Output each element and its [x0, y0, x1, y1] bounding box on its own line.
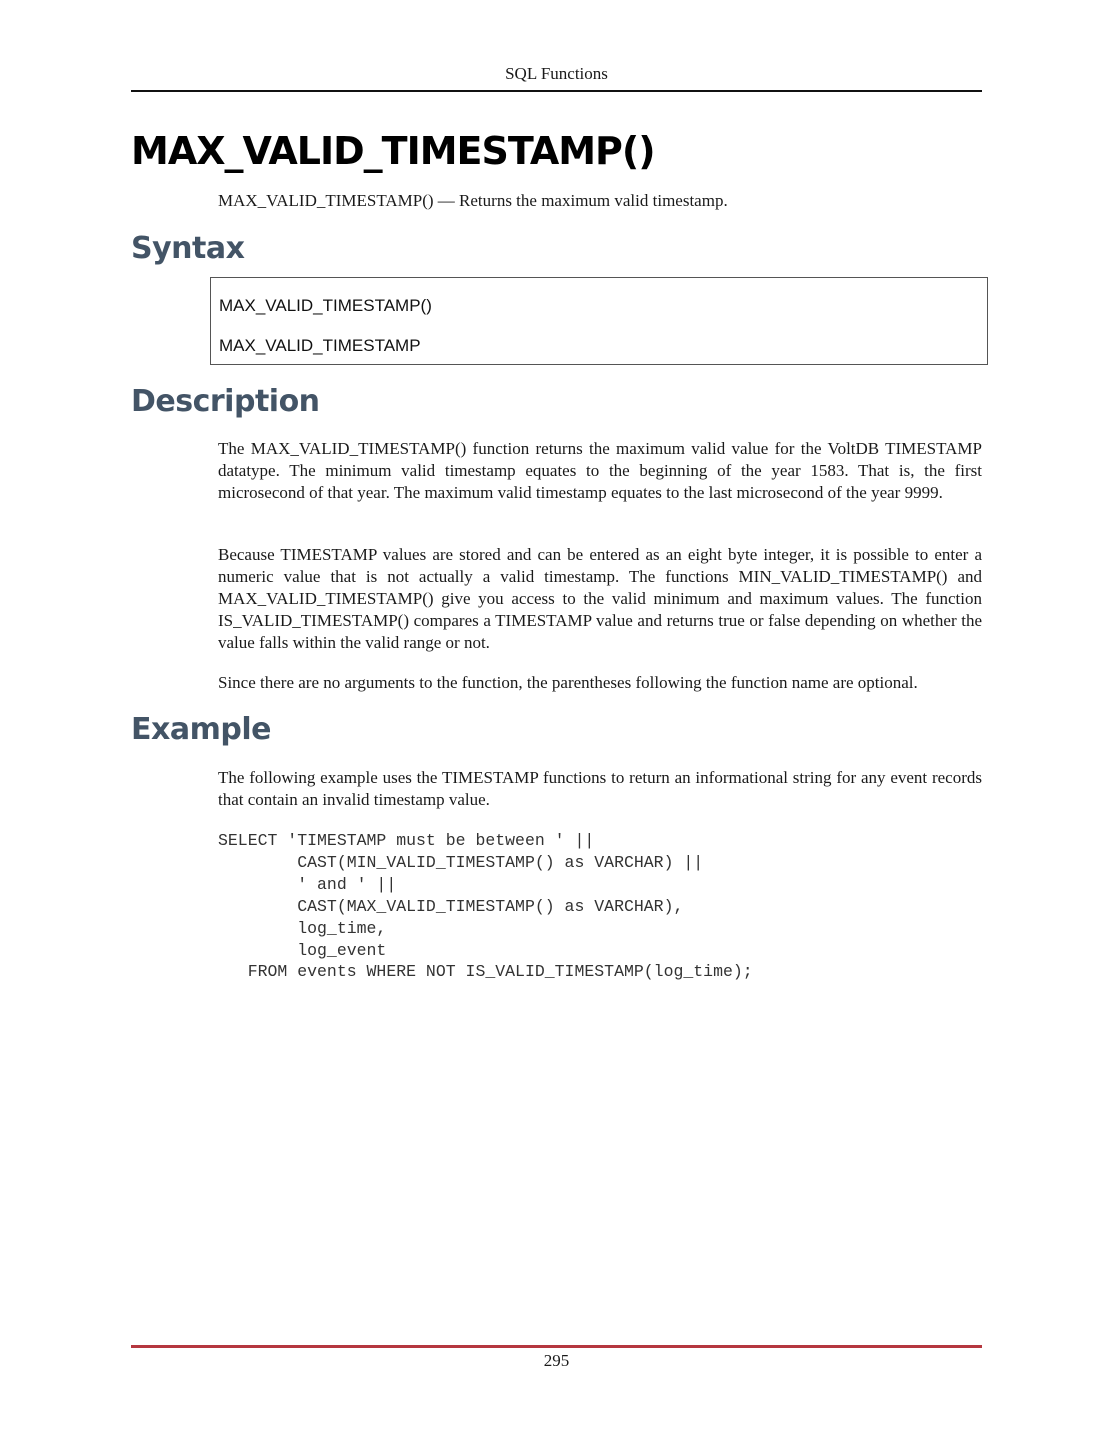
footer-rule — [131, 1345, 982, 1348]
syntax-heading: Syntax — [131, 231, 245, 266]
example-code-block: SELECT 'TIMESTAMP must be between ' || CAST(MIN_VALID_TIMESTAMP() as VARCHAR) || ' and ' || CAST(MAX_VALID_TIMESTAMP() as VARCHAR), log_time, log_event FROM events WHERE NOT IS_VALID_TIMESTAMP(log_time); — [218, 831, 753, 982]
running-header: SQL Functions — [505, 64, 608, 83]
description-paragraph-2: Because TIMESTAMP values are stored and can be entered as an eight byte integer, it is possible to enter a numeric value that is not actually a valid timestamp. The functions MIN_VALID_TIMESTAMP() and MAX_VALID_TIMESTAMP() give you access to the valid minimum and maximum values. The function IS_VALID_TIMESTAMP() compares a TIMESTAMP value and returns true or false depending on whether the value falls within the valid range or not. — [218, 545, 982, 652]
page-title: MAX_VALID_TIMESTAMP() — [131, 129, 655, 173]
syntax-line-without-parens: MAX_VALID_TIMESTAMP — [219, 336, 421, 355]
header-rule — [131, 90, 982, 92]
refpurpose: MAX_VALID_TIMESTAMP() — Returns the maximum valid timestamp. — [218, 191, 728, 210]
description-paragraph-3: Since there are no arguments to the function, the parentheses following the function name are optional. — [218, 673, 918, 692]
page-number: 295 — [543, 1351, 570, 1370]
syntax-line-with-parens: MAX_VALID_TIMESTAMP() — [219, 296, 432, 315]
description-paragraph-1: The MAX_VALID_TIMESTAMP() function returns the maximum valid value for the VoltDB TIMESTAMP datatype. The minimum valid timestamp equates to the beginning of the year 1583. That is, the first microsecond of that year. The maximum valid timestamp equates to the last microsecond of the year 9999. — [218, 439, 982, 502]
description-heading: Description — [131, 384, 320, 419]
syntax-box — [210, 277, 988, 365]
example-intro: The following example uses the TIMESTAMP functions to return an informational string for any event records that contain an invalid timestamp value. — [218, 768, 982, 809]
example-heading: Example — [131, 712, 271, 747]
